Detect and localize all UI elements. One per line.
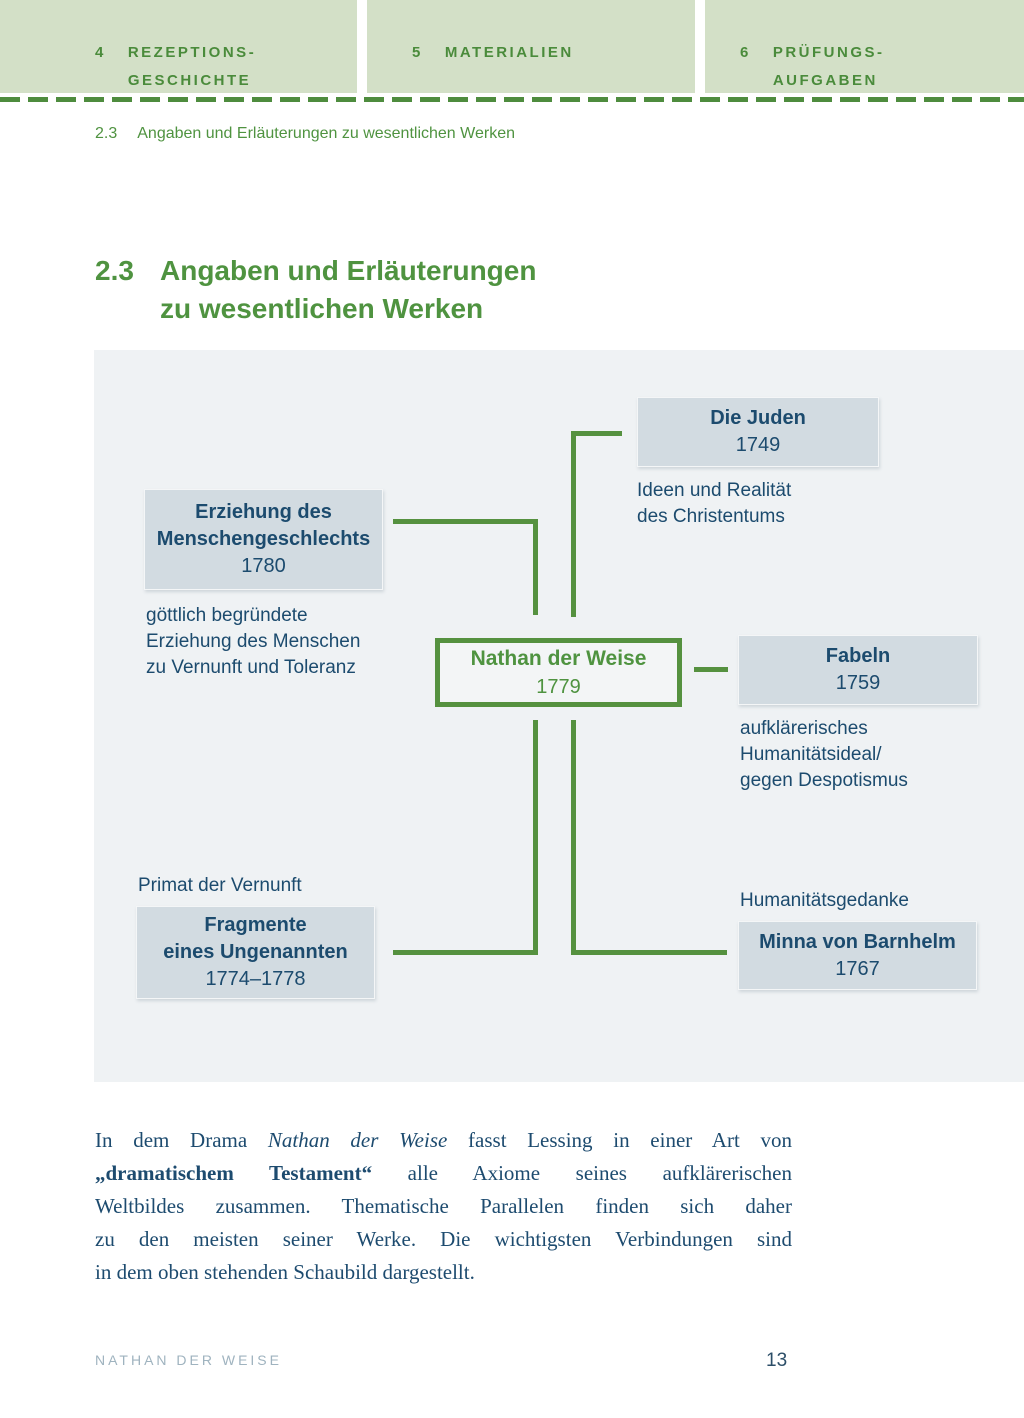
body-text-line: „dramatischem Testament“ alle Axiome seines aufklärerischen [95, 1161, 792, 1185]
page-number: 13 [766, 1350, 788, 1371]
tab-rezeptionsgeschichte [0, 0, 357, 93]
node-year: 1759 [835, 672, 881, 694]
caption-line: aufklärerisches [740, 718, 868, 739]
tab-label-line: MATERIALIEN [444, 44, 574, 61]
tab-number: 6 [740, 44, 751, 61]
connector-die-juden-horizontal [571, 431, 622, 436]
caption-line: Ideen und Realität [637, 480, 792, 501]
page-title-text [160, 252, 536, 328]
caption-line: Humanitätsgedanke [740, 890, 909, 911]
connector-fragmente-horizontal [393, 950, 538, 955]
body-text-line: Weltbildes zusammen. Thematische Parallelen finden sich daher [95, 1194, 792, 1218]
caption-line: Humanitätsideal/ [740, 744, 882, 765]
caption-fragmente [138, 873, 302, 899]
caption-line: göttlich begründete [146, 605, 308, 626]
node-fabeln [738, 635, 978, 705]
tab-number: 5 [412, 44, 423, 61]
body-text-line: zu den meisten seiner Werke. Die wichtigsten Verbindungen sind [95, 1227, 792, 1251]
page-title-line: Angaben und Erläuterungen [160, 255, 537, 286]
connector-erziehung-horizontal [393, 519, 538, 524]
node-year: 1749 [735, 434, 781, 456]
tab-label-line: AUFGABEN [772, 72, 878, 89]
caption-line: gegen Despotismus [740, 770, 908, 791]
node-title: Fabeln [825, 645, 891, 667]
tab-label [773, 39, 885, 95]
node-nathan-der-weise [435, 638, 682, 707]
node-year: 1779 [536, 675, 581, 698]
footer-book-title: NATHAN DER WEISE [95, 1352, 282, 1368]
node-title: Fragmente [204, 914, 307, 936]
tab-label [128, 39, 256, 95]
breadcrumb-text: Angaben und Erläuterungen zu wesentlichen Werken [137, 125, 515, 142]
node-year: 1774–1778 [205, 968, 306, 990]
node-title: Nathan der Weise [470, 646, 647, 670]
body-text-line: In dem Drama Nathan der Weise fasst Lessing in einer Art von [95, 1128, 792, 1152]
node-year: 1767 [835, 957, 880, 980]
caption-die-juden [637, 478, 791, 530]
caption-line: des Christentums [637, 506, 785, 527]
page-title-line: zu wesentlichen Werken [160, 293, 484, 324]
caption-fabeln [740, 716, 908, 794]
caption-erziehung [146, 603, 360, 681]
connector-fragmente-vertical [533, 720, 538, 955]
caption-line: Erziehung des Menschen [146, 631, 361, 652]
breadcrumb-number: 2.3 [95, 125, 118, 142]
breadcrumb [95, 124, 515, 144]
connector-fabeln [694, 667, 728, 672]
tab-pruefungsaufgaben [705, 0, 1024, 93]
connector-minna-vertical [571, 720, 576, 955]
caption-line: Primat der Vernunft [138, 875, 302, 896]
node-title: eines Ungenannten [163, 941, 348, 963]
tab-number: 4 [95, 44, 106, 61]
node-title: Minna von Barnhelm [759, 930, 956, 953]
tab-label-line: REZEPTIONS- [127, 44, 257, 61]
connector-erziehung-vertical [533, 519, 538, 615]
node-erziehung-des-menschengeschlechts [144, 489, 383, 590]
tab-label-line: PRÜFUNGS- [772, 44, 885, 61]
node-fragmente-eines-ungenannten [136, 906, 375, 999]
caption-minna [740, 888, 909, 914]
body-paragraph [95, 1124, 792, 1289]
node-year: 1780 [241, 555, 286, 577]
connector-minna-horizontal [571, 950, 727, 955]
body-text-line: in dem oben stehenden Schaubild dargestellt. [95, 1260, 475, 1284]
node-title: Die Juden [710, 407, 806, 429]
node-die-juden [637, 397, 879, 467]
connector-die-juden-vertical [571, 431, 576, 617]
diagram-panel [94, 350, 1024, 1082]
page-title-number: 2.3 [95, 255, 134, 286]
node-minna-von-barnhelm [738, 921, 977, 990]
node-title: Menschengeschlechts [156, 528, 371, 550]
tab-materialien [367, 0, 695, 93]
caption-line: zu Vernunft und Toleranz [146, 657, 356, 678]
tab-label-line: GESCHICHTE [127, 72, 252, 89]
dashed-divider [0, 97, 1024, 102]
page-title [95, 252, 536, 328]
tab-label [445, 39, 574, 67]
node-title: Erziehung des [195, 501, 332, 523]
